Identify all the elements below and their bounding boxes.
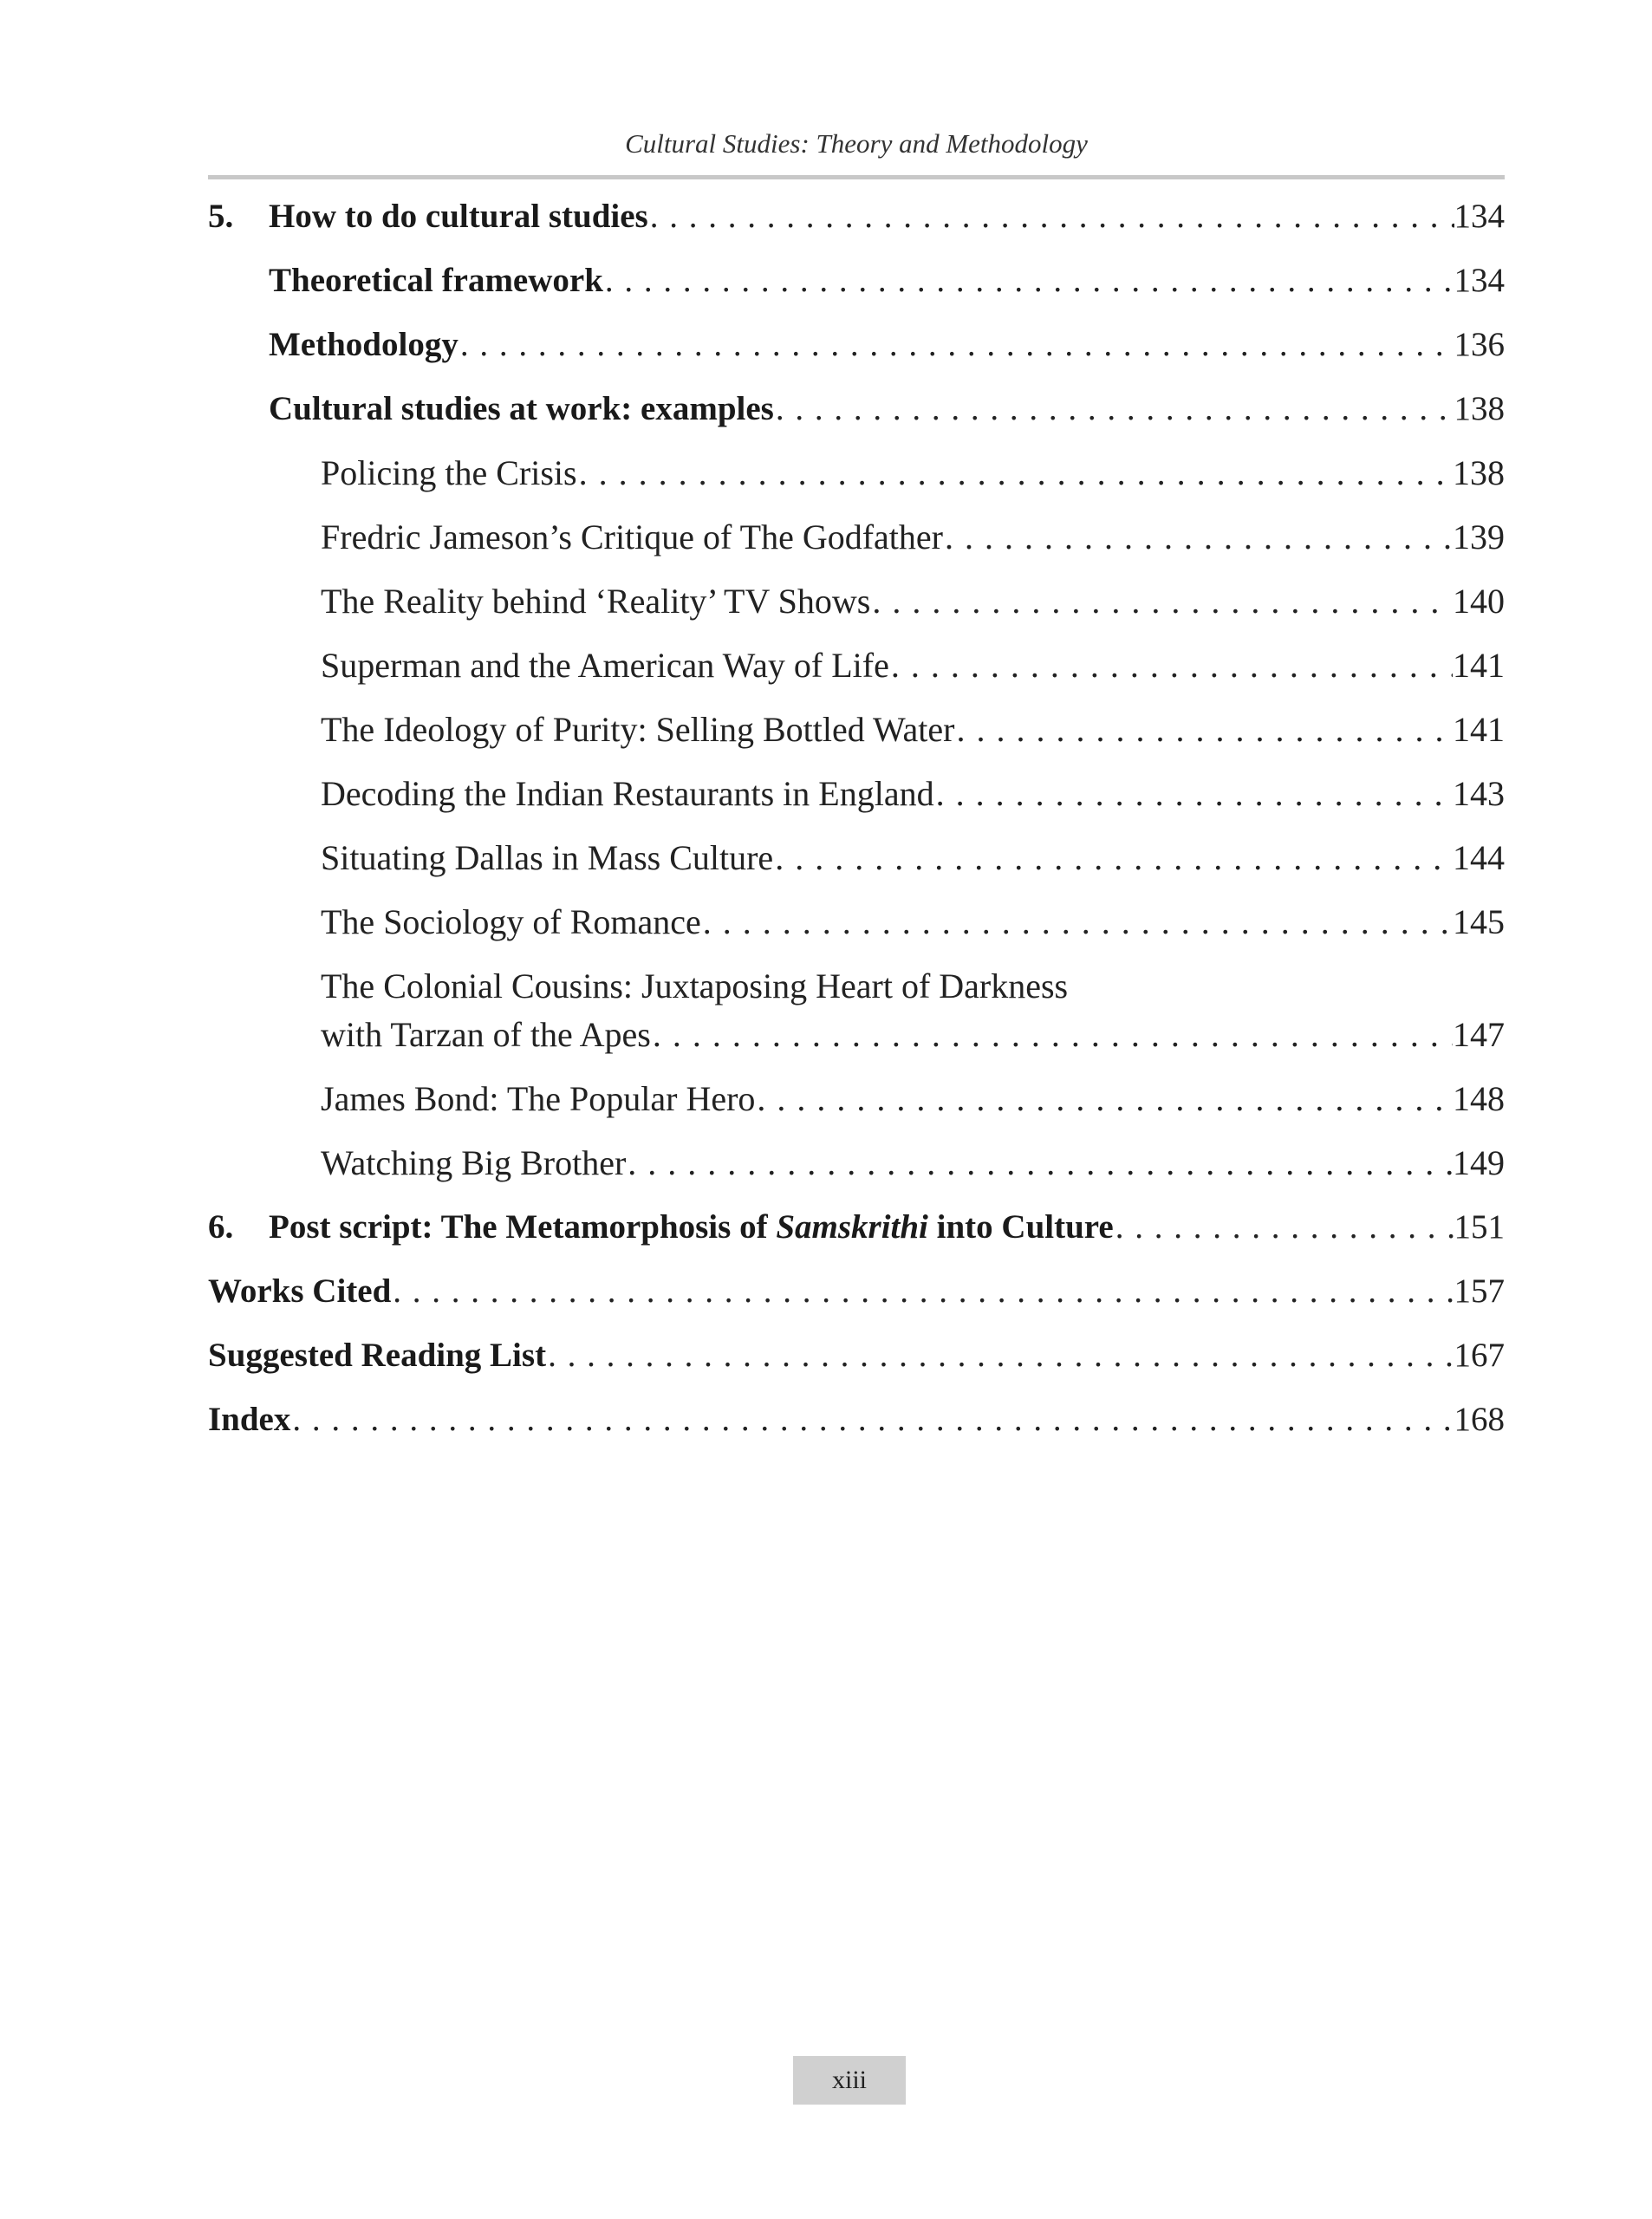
dot-leader (701, 898, 1453, 947)
toc-entry-works-cited[interactable] (208, 1267, 1505, 1316)
page-number: 138 (1454, 390, 1505, 427)
entry-title: Suggested Reading List (208, 1337, 547, 1374)
entry-title: Decoding the Indian Restaurants in England (321, 774, 934, 813)
toc-entry-methodology[interactable] (269, 321, 1505, 369)
entry-title (269, 1203, 1114, 1252)
toc-entry-policing-the-crisis[interactable] (321, 449, 1505, 498)
toc-entry-index[interactable] (208, 1396, 1505, 1444)
dot-leader (755, 1075, 1453, 1123)
dot-leader (774, 385, 1454, 433)
page-number: 151 (1454, 1208, 1505, 1246)
entry-title-line-1: The Colonial Cousins: Juxtaposing Heart of Darkness (321, 966, 1069, 1005)
dot-leader (889, 641, 1453, 690)
toc-entry-sociology-of-romance[interactable] (321, 898, 1505, 947)
dot-leader (290, 1396, 1454, 1444)
page-number: 141 (1453, 710, 1505, 749)
page-number: 148 (1453, 1079, 1505, 1118)
page-number: 138 (1453, 453, 1505, 492)
page-number: 139 (1453, 517, 1505, 556)
toc-entry-cultural-studies-at-work[interactable] (269, 385, 1505, 433)
dot-leader (773, 834, 1453, 882)
dot-leader (870, 577, 1453, 626)
toc-entry-big-brother[interactable] (321, 1139, 1505, 1188)
toc-entry-bottled-water[interactable] (321, 706, 1505, 754)
page-number: 167 (1454, 1337, 1505, 1374)
dot-leader (546, 1331, 1454, 1380)
dot-leader (459, 321, 1454, 369)
toc-entry-dallas[interactable] (321, 834, 1505, 882)
dot-leader (603, 257, 1454, 305)
page-number: 136 (1454, 326, 1505, 363)
dot-leader (934, 770, 1453, 818)
page-number: 168 (1454, 1401, 1505, 1438)
page-number: 134 (1454, 262, 1505, 299)
page-folio: xiii (793, 2056, 906, 2105)
page-number: 147 (1453, 1015, 1505, 1054)
toc-entry-colonial-cousins[interactable] (321, 962, 1505, 1059)
chapter-number: 6. (208, 1208, 234, 1246)
dot-leader (1114, 1203, 1454, 1252)
page-number: 145 (1453, 902, 1505, 941)
dot-leader (577, 449, 1453, 498)
page-number: 149 (1453, 1143, 1505, 1182)
page-number: 157 (1454, 1272, 1505, 1310)
entry-title: The Sociology of Romance (321, 902, 701, 941)
page-number: 143 (1453, 774, 1505, 813)
page-number: 140 (1453, 582, 1505, 621)
entry-title-part-1: Post script: The Metamorphosis of (269, 1208, 777, 1246)
page-number: 141 (1453, 646, 1505, 685)
dot-leader (651, 1011, 1453, 1059)
toc-entry-chapter-6[interactable] (208, 1203, 1505, 1252)
entry-title: Works Cited (208, 1272, 392, 1310)
dot-leader (391, 1267, 1454, 1316)
toc-entry-reality-tv[interactable] (321, 577, 1505, 626)
toc-entry-james-bond[interactable] (321, 1075, 1505, 1123)
toc-entry-indian-restaurants[interactable] (321, 770, 1505, 818)
entry-title: James Bond: The Popular Hero (321, 1079, 756, 1118)
dot-leader (954, 706, 1453, 754)
entry-title-part-2: into Culture (927, 1208, 1114, 1246)
page-number: 144 (1453, 838, 1505, 877)
toc-entry-chapter-5[interactable] (208, 192, 1505, 241)
entry-title: Theoretical framework (269, 262, 603, 299)
entry-title: Methodology (269, 326, 459, 363)
toc-entry-jameson-godfather[interactable] (321, 513, 1505, 562)
entry-title: The Ideology of Purity: Selling Bottled Water (321, 710, 955, 749)
entry-title: How to do cultural studies (269, 198, 648, 235)
dot-leader (943, 513, 1453, 562)
chapter-number: 5. (208, 198, 234, 235)
dot-leader (648, 192, 1454, 241)
page-number: 134 (1454, 198, 1505, 235)
entry-title-italic: Samskrithi (776, 1208, 928, 1246)
header-rule (208, 175, 1505, 179)
entry-title: Cultural studies at work: examples (269, 390, 774, 427)
entry-title: Watching Big Brother (321, 1143, 627, 1182)
entry-title: Index (208, 1401, 291, 1438)
toc-entry-suggested-reading[interactable] (208, 1331, 1505, 1380)
toc-entry-superman[interactable] (321, 641, 1505, 690)
running-header: Cultural Studies: Theory and Methodology (625, 128, 1088, 159)
entry-title-line-2: with Tarzan of the Apes (321, 1015, 651, 1054)
entry-title: Fredric Jameson’s Critique of The Godfather (321, 517, 943, 556)
dot-leader (626, 1139, 1453, 1188)
entry-title: Policing the Crisis (321, 453, 577, 492)
entry-title: Situating Dallas in Mass Culture (321, 838, 774, 877)
entry-title: The Reality behind ‘Reality’ TV Shows (321, 582, 871, 621)
entry-title: Superman and the American Way of Life (321, 646, 889, 685)
toc-entry-theoretical-framework[interactable] (269, 257, 1505, 305)
